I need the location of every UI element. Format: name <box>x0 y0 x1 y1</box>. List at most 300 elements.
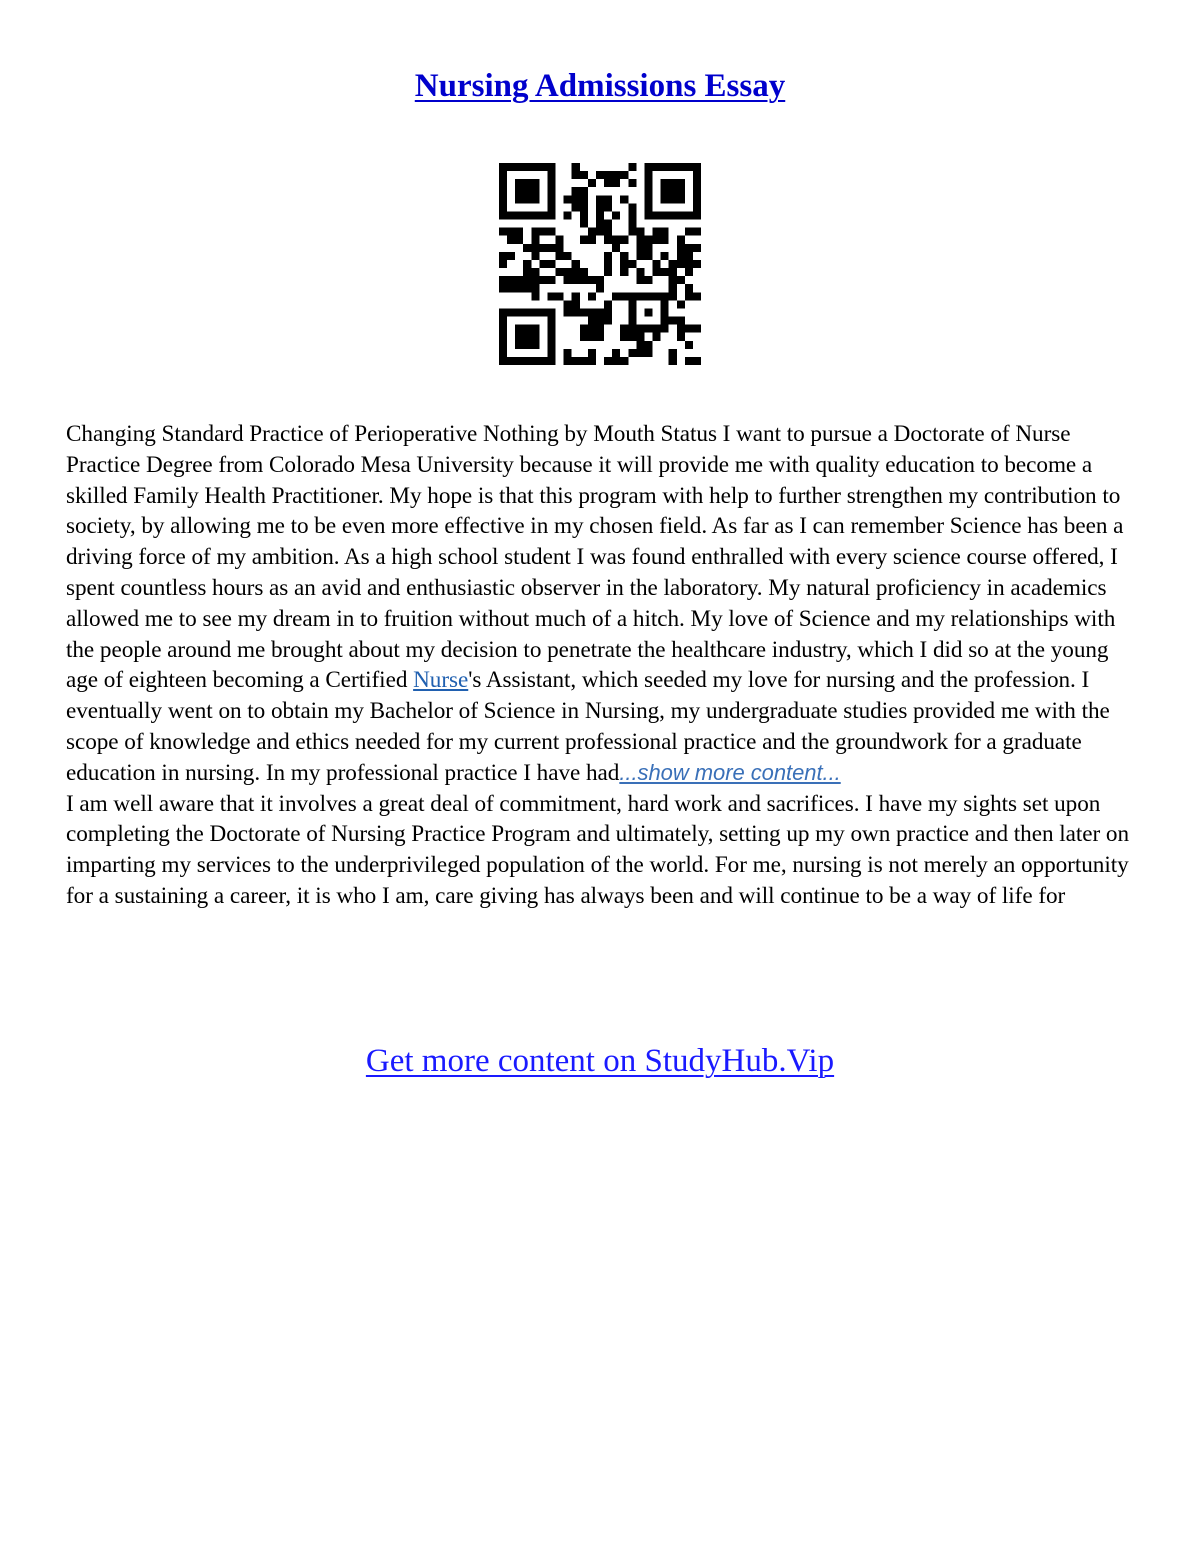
qr-module <box>644 341 652 349</box>
qr-module <box>515 325 523 333</box>
qr-module <box>604 220 612 228</box>
qr-module <box>644 325 652 333</box>
qr-module <box>580 325 588 333</box>
qr-module <box>612 292 620 300</box>
qr-module <box>556 236 564 244</box>
qr-module <box>628 317 636 325</box>
qr-module <box>523 341 531 349</box>
qr-module <box>661 228 669 236</box>
qr-module <box>661 325 669 333</box>
qr-module <box>693 179 701 187</box>
qr-module <box>596 308 604 316</box>
qr-module <box>507 308 515 316</box>
qr-module <box>499 357 507 365</box>
qr-module <box>669 317 677 325</box>
qr-module <box>596 325 604 333</box>
qr-module <box>596 317 604 325</box>
qr-module <box>588 292 596 300</box>
qr-module <box>661 317 669 325</box>
qr-module <box>685 260 693 268</box>
qr-module <box>669 349 677 357</box>
qr-module <box>620 357 628 365</box>
qr-module <box>669 292 677 300</box>
qr-module <box>636 276 644 284</box>
qr-module <box>685 284 693 292</box>
qr-module <box>539 244 547 252</box>
qr-module <box>677 276 685 284</box>
qr-module <box>531 292 539 300</box>
qr-module <box>515 341 523 349</box>
qr-module <box>604 171 612 179</box>
qr-module <box>588 349 596 357</box>
qr-module <box>661 268 669 276</box>
nurse-link[interactable]: Nurse <box>413 667 469 694</box>
qr-module <box>523 179 531 187</box>
qr-module <box>531 357 539 365</box>
qr-module <box>620 252 628 260</box>
qr-module <box>531 179 539 187</box>
qr-module <box>612 179 620 187</box>
qr-module <box>523 195 531 203</box>
qr-module <box>653 163 661 171</box>
qr-module <box>693 211 701 219</box>
qr-module <box>620 325 628 333</box>
essay-paragraph <box>66 419 1138 789</box>
qr-module <box>531 341 539 349</box>
qr-module <box>693 292 701 300</box>
qr-module <box>507 276 515 284</box>
qr-module <box>669 357 677 365</box>
qr-module <box>644 236 652 244</box>
qr-module <box>499 203 507 211</box>
qr-module <box>523 211 531 219</box>
qr-module <box>628 163 636 171</box>
qr-module <box>644 163 652 171</box>
qr-module <box>604 260 612 268</box>
qr-module <box>499 341 507 349</box>
qr-module <box>531 228 539 236</box>
qr-module <box>547 325 555 333</box>
qr-module <box>628 349 636 357</box>
qr-module <box>661 292 669 300</box>
qr-module <box>628 203 636 211</box>
qr-module <box>677 300 685 308</box>
qr-module <box>636 333 644 341</box>
qr-module <box>644 171 652 179</box>
qr-module <box>620 195 628 203</box>
qr-module <box>547 179 555 187</box>
cta-line <box>0 1040 1200 1082</box>
qr-module <box>661 308 669 316</box>
qr-module <box>677 333 685 341</box>
qr-module <box>515 284 523 292</box>
qr-module <box>677 244 685 252</box>
qr-module <box>588 179 596 187</box>
qr-module <box>547 228 555 236</box>
qr-module <box>523 284 531 292</box>
qr-module <box>523 260 531 268</box>
qr-module <box>523 163 531 171</box>
qr-module <box>531 325 539 333</box>
qr-module <box>669 163 677 171</box>
qr-module <box>523 333 531 341</box>
qr-module <box>636 292 644 300</box>
qr-module <box>604 195 612 203</box>
qr-module <box>547 292 555 300</box>
qr-module <box>653 325 661 333</box>
qr-module <box>693 163 701 171</box>
qr-module <box>515 163 523 171</box>
qr-module <box>572 187 580 195</box>
qr-module <box>612 244 620 252</box>
qr-module <box>572 260 580 268</box>
qr-module <box>531 284 539 292</box>
qr-module <box>604 236 612 244</box>
qr-module <box>596 211 604 219</box>
qr-module <box>572 300 580 308</box>
qr-module <box>669 284 677 292</box>
qr-module <box>669 179 677 187</box>
qr-module <box>669 195 677 203</box>
qr-module <box>547 341 555 349</box>
qr-module <box>531 187 539 195</box>
qr-module <box>644 349 652 357</box>
qr-module <box>531 268 539 276</box>
qr-module <box>523 276 531 284</box>
qr-module <box>515 357 523 365</box>
qr-module <box>677 317 685 325</box>
qr-module <box>596 220 604 228</box>
qr-module <box>499 325 507 333</box>
qr-module <box>628 179 636 187</box>
qr-module <box>653 333 661 341</box>
qr-module <box>604 357 612 365</box>
essay-body <box>66 419 1138 912</box>
qr-module <box>636 252 644 260</box>
qr-module <box>644 276 652 284</box>
qr-module <box>604 252 612 260</box>
qr-module <box>507 228 515 236</box>
qr-module <box>653 236 661 244</box>
qr-module <box>539 163 547 171</box>
qr-module <box>636 349 644 357</box>
qr-module <box>644 292 652 300</box>
cta-link[interactable]: Get more content on StudyHub.Vip <box>365 1043 835 1079</box>
qr-module <box>653 268 661 276</box>
qr-module <box>685 163 693 171</box>
qr-module <box>507 236 515 244</box>
qr-module <box>499 163 507 171</box>
qr-module <box>596 203 604 211</box>
qr-module <box>604 179 612 187</box>
qr-module <box>612 236 620 244</box>
qr-module <box>564 268 572 276</box>
qr-module <box>596 171 604 179</box>
qr-module <box>693 228 701 236</box>
qr-module <box>556 252 564 260</box>
qr-module <box>588 333 596 341</box>
qr-module <box>515 195 523 203</box>
qr-module <box>531 276 539 284</box>
qr-module <box>644 195 652 203</box>
qr-module <box>620 292 628 300</box>
essay-paragraph <box>66 789 1138 912</box>
qr-module <box>539 308 547 316</box>
qr-module <box>628 325 636 333</box>
qr-module <box>588 357 596 365</box>
qr-module <box>620 260 628 268</box>
qr-module <box>523 308 531 316</box>
qr-module <box>636 341 644 349</box>
qr-module <box>596 276 604 284</box>
qr-module <box>572 308 580 316</box>
qr-module <box>499 276 507 284</box>
qr-module <box>539 228 547 236</box>
qr-module <box>507 163 515 171</box>
qr-module <box>547 260 555 268</box>
qr-module <box>547 211 555 219</box>
qr-module <box>539 357 547 365</box>
qr-module <box>677 236 685 244</box>
qr-module <box>661 179 669 187</box>
qr-module <box>499 228 507 236</box>
qr-module <box>547 171 555 179</box>
qr-module <box>604 268 612 276</box>
qr-module <box>531 244 539 252</box>
qr-module <box>661 252 669 260</box>
qr-module <box>507 357 515 365</box>
qr-module <box>523 244 531 252</box>
qr-module <box>628 308 636 316</box>
qr-module <box>547 333 555 341</box>
qr-module <box>612 171 620 179</box>
qr-module <box>685 244 693 252</box>
qr-module <box>515 276 523 284</box>
qr-module <box>580 268 588 276</box>
qr-module <box>612 211 620 219</box>
qr-module <box>685 228 693 236</box>
qr-module <box>677 325 685 333</box>
qr-module <box>515 308 523 316</box>
qr-module <box>677 252 685 260</box>
qr-module <box>596 228 604 236</box>
qr-module <box>693 244 701 252</box>
qr-module <box>644 252 652 260</box>
qr-module <box>523 325 531 333</box>
qr-module <box>628 292 636 300</box>
qr-module <box>620 171 628 179</box>
qr-module <box>580 333 588 341</box>
qr-module <box>556 268 564 276</box>
qr-module <box>499 211 507 219</box>
qr-module <box>499 317 507 325</box>
title-link[interactable]: Nursing Admissions Essay <box>414 68 786 104</box>
qr-module <box>644 203 652 211</box>
qr-module <box>604 300 612 308</box>
qr-module <box>693 357 701 365</box>
qr-module <box>628 260 636 268</box>
qr-module <box>580 357 588 365</box>
qr-module <box>588 325 596 333</box>
qr-module <box>515 228 523 236</box>
qr-module <box>653 228 661 236</box>
qr-module <box>539 260 547 268</box>
qr-module <box>531 308 539 316</box>
qr-module <box>644 308 652 316</box>
qr-module <box>499 333 507 341</box>
qr-module <box>636 268 644 276</box>
qr-module <box>572 357 580 365</box>
qr-module <box>644 187 652 195</box>
qr-module <box>612 349 620 357</box>
qr-module <box>620 268 628 276</box>
qr-module <box>499 195 507 203</box>
qr-module <box>572 195 580 203</box>
qr-module <box>636 244 644 252</box>
qr-module <box>661 163 669 171</box>
qr-module <box>685 325 693 333</box>
qr-module <box>612 357 620 365</box>
qr-module <box>644 244 652 252</box>
qr-module <box>693 187 701 195</box>
qr-module <box>572 163 580 171</box>
qr-module <box>661 236 669 244</box>
qr-module <box>596 333 604 341</box>
qr-module <box>661 187 669 195</box>
qr-module <box>556 292 564 300</box>
qr-module <box>547 203 555 211</box>
qr-module <box>515 211 523 219</box>
qr-module <box>677 179 685 187</box>
qr-module <box>693 260 701 268</box>
qr-module <box>515 187 523 195</box>
qr-module <box>572 203 580 211</box>
qr-module <box>499 171 507 179</box>
qr-module <box>531 236 539 244</box>
show-more-link[interactable]: ...show more content... <box>619 759 841 785</box>
qr-module <box>499 179 507 187</box>
qr-module <box>515 236 523 244</box>
qr-code <box>499 163 701 365</box>
qr-module <box>628 228 636 236</box>
qr-module <box>572 292 580 300</box>
qr-module <box>693 325 701 333</box>
qr-module <box>693 171 701 179</box>
qr-module <box>596 195 604 203</box>
qr-module <box>653 260 661 268</box>
qr-module <box>620 236 628 244</box>
qr-module <box>499 349 507 357</box>
qr-module <box>653 292 661 300</box>
qr-module <box>564 357 572 365</box>
qr-module <box>604 308 612 316</box>
qr-module <box>669 187 677 195</box>
qr-module <box>539 211 547 219</box>
qr-module <box>588 236 596 244</box>
qr-module <box>580 171 588 179</box>
qr-module <box>499 284 507 292</box>
qr-module <box>677 211 685 219</box>
qr-module <box>661 211 669 219</box>
qr-module <box>693 195 701 203</box>
qr-module <box>677 163 685 171</box>
qr-module <box>604 317 612 325</box>
paragraph-text: 's Assistant, which seeded my love for nursing and the profession. I eventually went on to obtain my Bachelor of Science in Nursing, my undergraduate studies provided me with the scope of knowledge and ethics needed for my current professional practice and the groundwork for a graduate education in nursing. In my professional practice I have had <box>66 667 1110 786</box>
qr-module <box>507 284 515 292</box>
qr-module <box>628 333 636 341</box>
qr-module <box>580 276 588 284</box>
qr-module <box>580 308 588 316</box>
paragraph-text: I am well aware that it involves a great deal of commitment, hard work and sacrifices. I have my sights set upon completing the Doctorate of Nursing Practice Program and ultimately, setting up my own practice and then later on imparting my services to the underprivileged population of the world. For me, nursing is not merely an opportunity for a sustaining a career, it is who I am, care giving has always been and will continue to be a way of life for <box>66 790 1130 909</box>
qr-module <box>628 211 636 219</box>
qr-module <box>515 333 523 341</box>
qr-module <box>677 195 685 203</box>
qr-module <box>547 163 555 171</box>
qr-module <box>653 211 661 219</box>
qr-module <box>596 284 604 292</box>
qr-module <box>564 195 572 203</box>
qr-module <box>677 187 685 195</box>
qr-module <box>499 308 507 316</box>
qr-module <box>531 163 539 171</box>
qr-module <box>580 187 588 195</box>
qr-module <box>531 195 539 203</box>
qr-module <box>572 268 580 276</box>
qr-module <box>669 276 677 284</box>
qr-module <box>685 211 693 219</box>
qr-module <box>564 308 572 316</box>
qr-module <box>564 211 572 219</box>
qr-module <box>669 260 677 268</box>
qr-module <box>531 252 539 260</box>
qr-module <box>547 276 555 284</box>
qr-module <box>531 333 539 341</box>
qr-module <box>588 276 596 284</box>
qr-module <box>547 317 555 325</box>
qr-module <box>685 268 693 276</box>
qr-module <box>636 228 644 236</box>
qr-module <box>547 357 555 365</box>
qr-module <box>564 349 572 357</box>
qr-module <box>685 341 693 349</box>
page-title <box>0 64 1200 108</box>
qr-module <box>499 252 507 260</box>
qr-module <box>644 179 652 187</box>
qr-module <box>580 236 588 244</box>
qr-module <box>604 228 612 236</box>
qr-module <box>556 244 564 252</box>
qr-module <box>685 292 693 300</box>
qr-module <box>685 252 693 260</box>
qr-module <box>580 211 588 219</box>
qr-module <box>547 308 555 316</box>
qr-module <box>547 349 555 357</box>
qr-module <box>580 195 588 203</box>
qr-module <box>661 300 669 308</box>
qr-module <box>499 187 507 195</box>
qr-module <box>685 357 693 365</box>
qr-module <box>580 220 588 228</box>
qr-module <box>499 260 507 268</box>
qr-module <box>547 244 555 252</box>
qr-module <box>572 276 580 284</box>
qr-module <box>523 357 531 365</box>
qr-module <box>580 203 588 211</box>
qr-module <box>507 211 515 219</box>
qr-module <box>661 195 669 203</box>
qr-module <box>604 203 612 211</box>
qr-module <box>677 260 685 268</box>
